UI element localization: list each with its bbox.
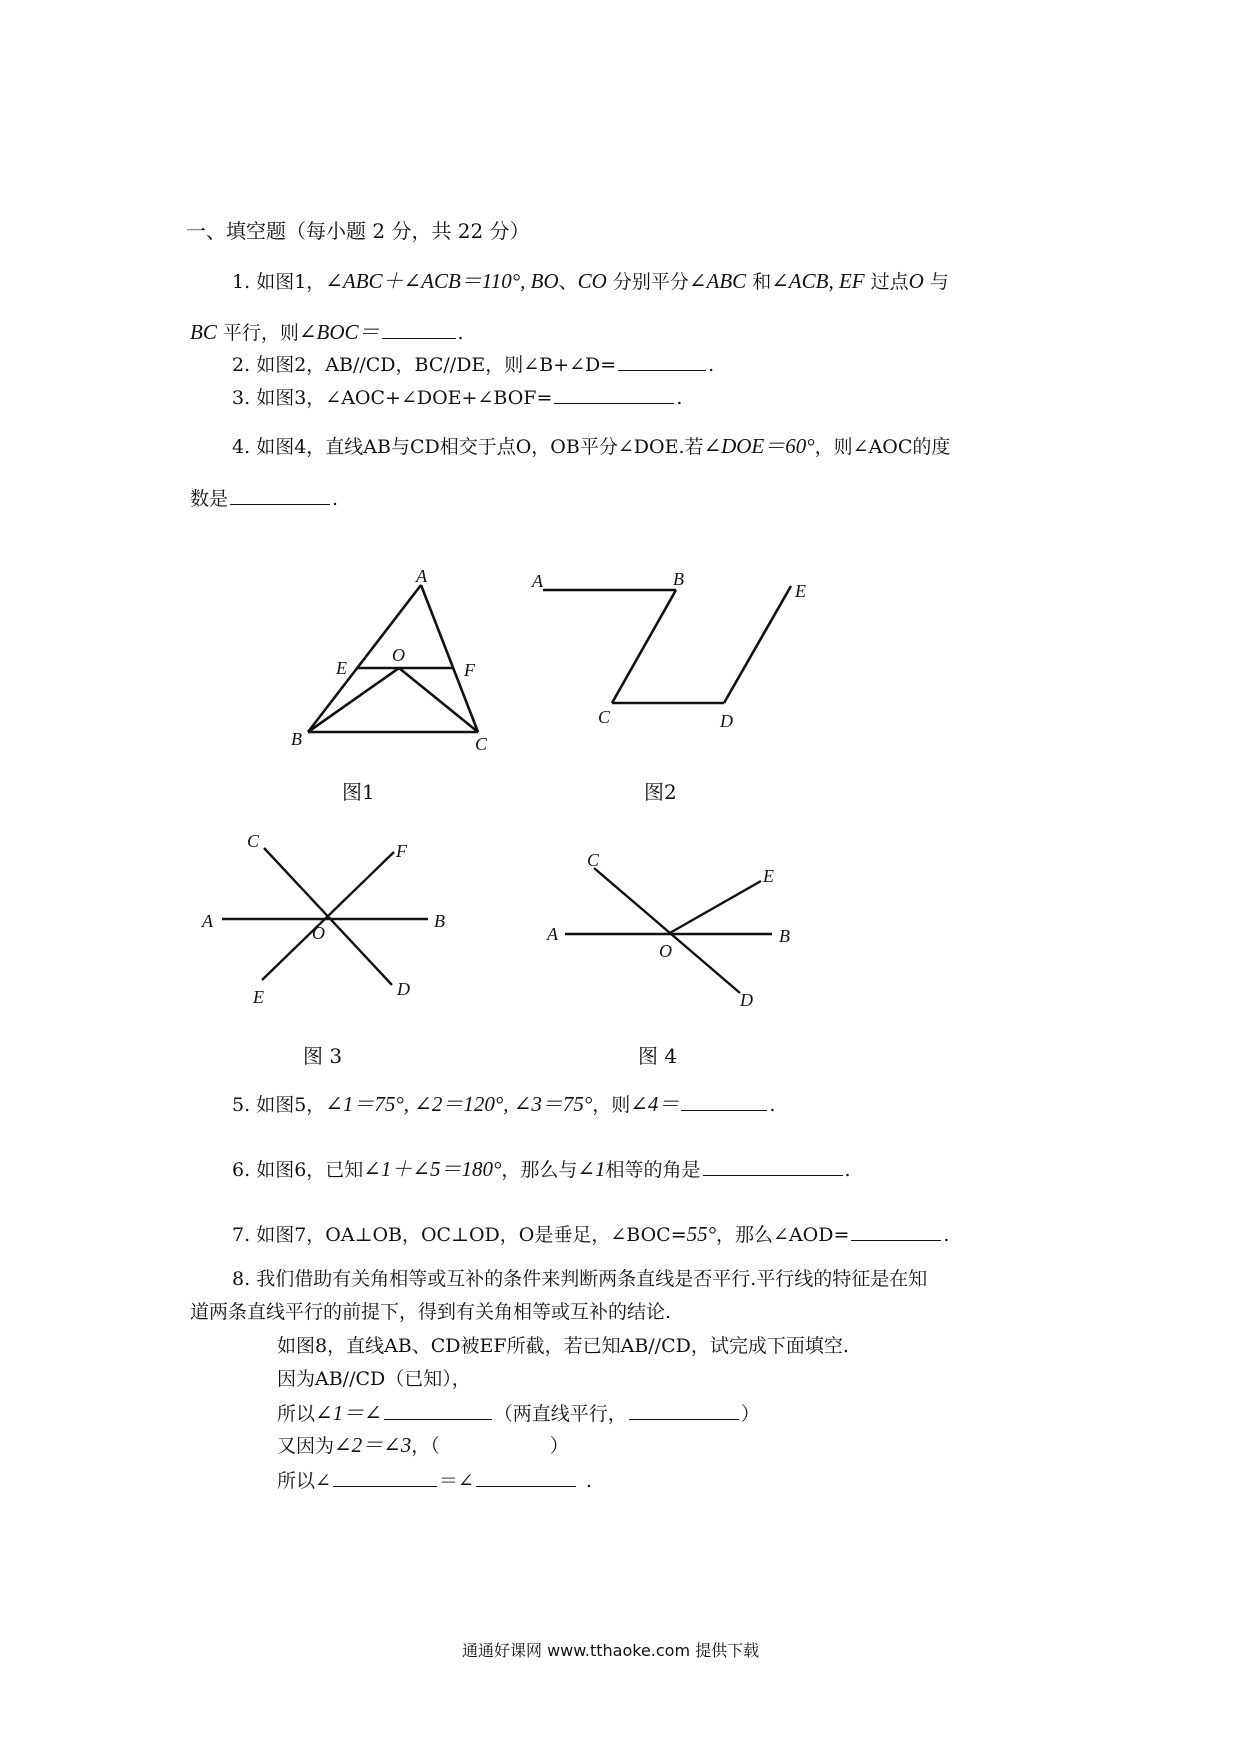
- figure-3: [222, 848, 428, 985]
- q8-l6-text-b: ，（: [411, 1435, 440, 1457]
- q8-l6-text-c: ）: [549, 1435, 569, 1457]
- q1-line2-text: 平行，则: [216, 322, 299, 344]
- fig4-line-oe: [668, 881, 761, 934]
- q8-l5-math: ∠1＝∠: [315, 1401, 382, 1425]
- q8-l7-text-b: ＝∠: [438, 1470, 474, 1492]
- q8-l5-text-c: ）: [740, 1403, 760, 1425]
- footer-source: 通通好课网 www.tthaoke.com 提供下载: [462, 1641, 760, 1660]
- q6-math-2: ∠1: [577, 1157, 606, 1181]
- q1-text-d: 和: [746, 271, 772, 293]
- q3-number: 3.: [232, 387, 251, 409]
- q6-math: ∠1＋∠5＝180°: [363, 1157, 502, 1181]
- q5-number: 5.: [232, 1094, 251, 1116]
- q8-number: 8.: [232, 1268, 251, 1290]
- q6-text-b: ，那么与: [501, 1159, 578, 1181]
- q1-line2-math: BC: [190, 320, 217, 344]
- fig4-label-a: A: [547, 924, 558, 944]
- q8-l5-text-a: 所以: [277, 1403, 316, 1425]
- question-5: [232, 1090, 775, 1118]
- q1-number: 1.: [232, 271, 251, 293]
- q4-number: 4.: [232, 436, 251, 458]
- fig4-line-cd: [594, 868, 740, 993]
- fig2-label-d: D: [720, 711, 733, 731]
- q2-number: 2.: [232, 354, 251, 376]
- q8-reason-blank[interactable]: [629, 1399, 739, 1420]
- fig4-label-o: O: [659, 941, 672, 961]
- q7-end: .: [943, 1224, 950, 1246]
- q1-math-2: CO: [577, 269, 607, 293]
- q7-number: 7.: [232, 1224, 251, 1246]
- q4-text-a: 如图4，直线AB与CD相交于点O，OB平分∠DOE.若: [256, 436, 704, 458]
- fig4-label-e: E: [763, 866, 774, 886]
- q6-number: 6.: [232, 1159, 251, 1181]
- q1-math-3: ∠ABC: [688, 269, 747, 293]
- q8-l7-text-c: .: [585, 1470, 592, 1492]
- q1-text-f: 与: [923, 271, 949, 293]
- fig3-label-c: C: [247, 831, 260, 851]
- q6-answer-blank[interactable]: [703, 1155, 843, 1176]
- q7-text-b: ，那么∠AOD=: [716, 1224, 850, 1246]
- fig2-line-bc: [612, 590, 676, 703]
- q1-end: .: [457, 322, 464, 344]
- fig3-label-d: D: [397, 979, 410, 999]
- q2-end: .: [708, 354, 715, 376]
- fig3-label-o: O: [312, 923, 325, 943]
- fig1-label-o: O: [392, 645, 405, 665]
- fig2-line-de: [724, 586, 791, 703]
- q8-angle-blank-3[interactable]: [476, 1466, 576, 1487]
- figure-4: [565, 868, 772, 993]
- q5-text-b: ，则: [592, 1094, 631, 1116]
- fig2-label-b: B: [673, 569, 684, 589]
- q8-l6-text-a: 又因为: [277, 1435, 335, 1457]
- fig3-label-f: F: [396, 841, 407, 861]
- q7-math: 55°: [686, 1222, 717, 1246]
- q8-l7-text-a: 所以∠: [277, 1470, 331, 1492]
- question-7: [232, 1220, 949, 1248]
- fig2-label-c: C: [598, 707, 611, 727]
- fig1-line-bo: [308, 668, 399, 732]
- q6-text-c: 相等的角是: [605, 1159, 701, 1181]
- q4-line2-text: 数是: [190, 488, 229, 510]
- section-title: 一、填空题（每小题 2 分，共 22 分）: [186, 219, 530, 243]
- q1-text-e: 过点: [864, 271, 909, 293]
- fig3-line-ef: [262, 852, 394, 980]
- q5-answer-blank[interactable]: [681, 1090, 767, 1111]
- fig1-label-f: F: [464, 660, 475, 680]
- q8-l6-math: ∠2＝∠3: [334, 1433, 412, 1457]
- q8-angle-blank-1[interactable]: [384, 1399, 492, 1420]
- q3-end: .: [676, 387, 683, 409]
- q3-text: 如图3，∠AOC+∠DOE+∠BOF=: [256, 387, 553, 409]
- fig2-label-e: E: [795, 581, 806, 601]
- question-8-line-4: 因为AB//CD（已知），: [277, 1368, 471, 1390]
- question-8-line-5: [277, 1399, 760, 1427]
- q1-line2-math-2: ∠BOC＝: [298, 320, 380, 344]
- q8-l5-text-b: （两直线平行，: [493, 1403, 627, 1425]
- question-8-line-3: 如图8，直线AB、CD被EF所截，若已知AB//CD，试完成下面填空.: [277, 1335, 849, 1357]
- q8-angle-blank-2[interactable]: [333, 1466, 437, 1487]
- q5-text-a: 如图5，: [256, 1094, 326, 1116]
- fig3-label-a: A: [202, 911, 213, 931]
- q1-math-4: ∠ACB, EF: [771, 269, 865, 293]
- fig3-caption: 图 3: [303, 1044, 343, 1068]
- fig2-label-a: A: [532, 571, 543, 591]
- question-8-line-1: [232, 1266, 927, 1292]
- fig4-label-c: C: [587, 850, 600, 870]
- q6-end: .: [844, 1159, 851, 1181]
- question-8-line-2: 道两条直线平行的前提下，得到有关角相等或互补的结论.: [190, 1301, 672, 1323]
- fig1-label-c: C: [475, 734, 488, 754]
- q4-end: .: [332, 488, 339, 510]
- q1-math-1: ∠ABC＋∠ACB＝110°, BO: [325, 269, 559, 293]
- question-8-line-7: [277, 1466, 592, 1494]
- fig1-caption: 图1: [342, 780, 375, 804]
- q4-text-b: ，则∠AOC的度: [814, 436, 951, 458]
- q5-end: .: [769, 1094, 776, 1116]
- q1-math-5: O: [908, 269, 924, 293]
- fig1-label-a: A: [416, 566, 427, 586]
- q8-text-1: 我们借助有关角相等或互补的条件来判断两条直线是否平行.平行线的特征是在知: [256, 1268, 928, 1290]
- fig3-label-e: E: [253, 987, 264, 1007]
- fig4-caption: 图 4: [638, 1044, 678, 1068]
- fig3-label-b: B: [434, 911, 445, 931]
- fig1-label-b: B: [291, 729, 302, 749]
- question-8-line-6: [277, 1432, 569, 1459]
- q1-text-c: 分别平分: [606, 271, 689, 293]
- q6-text-a: 如图6，已知: [256, 1159, 364, 1181]
- question-6: [232, 1155, 851, 1183]
- q7-text-a: 如图7，OA⊥OB，OC⊥OD，O是垂足，∠BOC=: [256, 1224, 687, 1246]
- figure-2: [543, 586, 791, 703]
- q1-text-b: 、: [558, 271, 578, 293]
- q4-math: ∠DOE＝60°: [703, 434, 815, 458]
- fig4-label-b: B: [779, 926, 790, 946]
- q2-text: 如图2，AB//CD，BC//DE，则∠B+∠D=: [256, 354, 617, 376]
- fig1-label-e: E: [336, 658, 347, 678]
- q5-math-2: ∠4＝: [630, 1092, 680, 1116]
- fig2-caption: 图2: [644, 780, 677, 804]
- q1-text-a: 如图1，: [256, 271, 326, 293]
- fig4-label-d: D: [740, 990, 753, 1010]
- q5-math: ∠1＝75°, ∠2＝120°, ∠3＝75°: [325, 1092, 593, 1116]
- q7-answer-blank[interactable]: [851, 1220, 941, 1241]
